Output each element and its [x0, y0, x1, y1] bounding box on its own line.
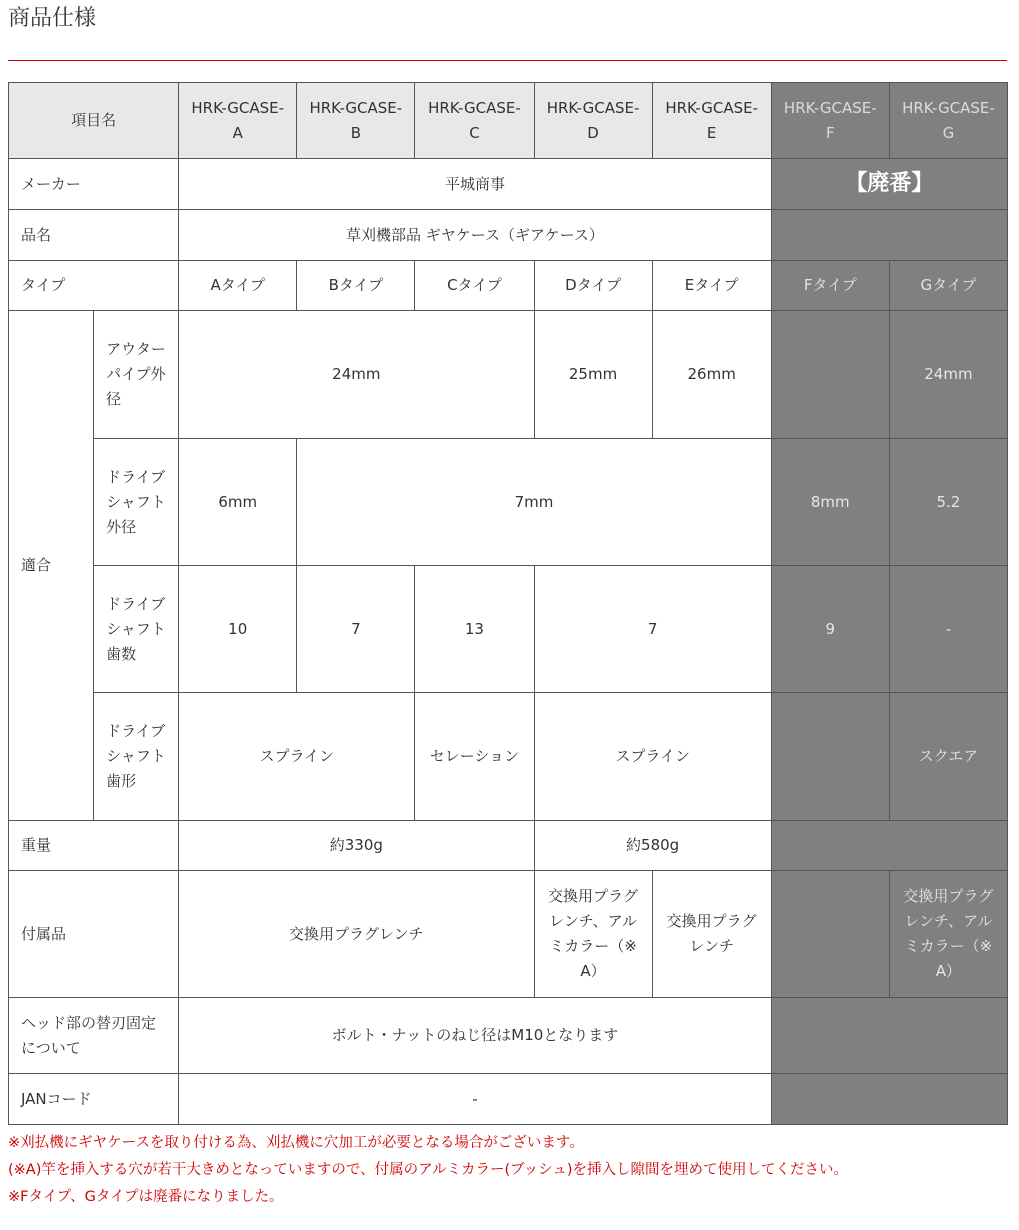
- shaft-diameter-f: 8mm: [771, 439, 889, 566]
- accessories-label: 付属品: [9, 871, 179, 998]
- type-d: Dタイプ: [534, 261, 652, 311]
- spec-table: [8, 82, 1008, 1125]
- note-drilling: ※刈払機にギヤケースを取り付ける為、刈払機に穴加工が必要となる場合がございます。: [8, 1135, 584, 1151]
- type-g: Gタイプ: [889, 261, 1007, 311]
- shaft-teeth-de: 7: [534, 566, 771, 693]
- jan-row: [9, 1074, 1008, 1125]
- shaft-shape-ab: スプライン: [179, 693, 415, 821]
- shaft-teeth-f: 9: [771, 566, 889, 693]
- outer-pipe-label: アウターパイプ外径: [94, 311, 179, 439]
- note-aluminum-collar: (※A)竿を挿入する穴が若干大きめとなっていますので、付属のアルミカラー(ブッシュ)を挿入し隙間を埋めて使用してください。: [8, 1162, 849, 1178]
- maker-value: 平城商事: [179, 159, 772, 210]
- shaft-teeth-c: 13: [415, 566, 534, 693]
- shaft-diameter-label: ドライブシャフト外径: [94, 439, 179, 566]
- outer-pipe-e: 26mm: [652, 311, 771, 439]
- obsolete-mark: [771, 159, 1007, 210]
- model-d-header: HRK-GCASE-D: [534, 83, 652, 159]
- product-name-row: [9, 210, 1008, 261]
- product-name-value: 草刈機部品 ギヤケース（ギアケース）: [179, 210, 772, 261]
- accessories-e: 交換用プラグレンチ: [652, 871, 771, 998]
- model-f-header: HRK-GCASE-F: [771, 83, 889, 159]
- shaft-shape-row: [9, 693, 1008, 821]
- type-row: [9, 261, 1008, 311]
- shaft-shape-de: スプライン: [534, 693, 771, 821]
- head-blade-value: ボルト・ナットのねじ径はM10となります: [179, 998, 772, 1074]
- shaft-shape-label: ドライブシャフト歯形: [94, 693, 179, 821]
- outer-pipe-f: [771, 311, 889, 439]
- shaft-diameter-row: [9, 439, 1008, 566]
- type-a: Aタイプ: [179, 261, 297, 311]
- type-f: Fタイプ: [771, 261, 889, 311]
- product-name-label: 品名: [9, 210, 179, 261]
- accessories-d: 交換用プラグレンチ、アルミカラー（※A）: [534, 871, 652, 998]
- notes-list: [8, 1130, 848, 1211]
- header-row: [9, 83, 1008, 159]
- type-c: Cタイプ: [415, 261, 534, 311]
- accessories-row: [9, 871, 1008, 998]
- maker-label: メーカー: [9, 159, 179, 210]
- outer-pipe-d: 25mm: [534, 311, 652, 439]
- obsolete-text: 【廃番】: [845, 170, 934, 196]
- accessories-g: 交換用プラグレンチ、アルミカラー（※A）: [889, 871, 1007, 998]
- model-c-header: HRK-GCASE-C: [415, 83, 534, 159]
- title-divider: [8, 60, 1007, 61]
- weight-label: 重量: [9, 821, 179, 871]
- outer-pipe-row: [9, 311, 1008, 439]
- type-e: Eタイプ: [652, 261, 771, 311]
- page-title: 商品仕様: [8, 6, 97, 31]
- shaft-teeth-b: 7: [297, 566, 415, 693]
- jan-label: JANコード: [9, 1074, 179, 1125]
- shaft-teeth-a: 10: [179, 566, 297, 693]
- shaft-teeth-row: [9, 566, 1008, 693]
- accessories-abc: 交換用プラグレンチ: [179, 871, 534, 998]
- model-a-header: HRK-GCASE-A: [179, 83, 297, 159]
- maker-row: [9, 159, 1008, 210]
- weight-fg: [771, 821, 1007, 871]
- head-blade-label: ヘッド部の替刃固定について: [9, 998, 179, 1074]
- weight-de: 約580g: [534, 821, 771, 871]
- model-e-header: HRK-GCASE-E: [652, 83, 771, 159]
- weight-row: [9, 821, 1008, 871]
- shaft-teeth-label: ドライブシャフト歯数: [94, 566, 179, 693]
- type-label: タイプ: [9, 261, 179, 311]
- jan-fg: [771, 1074, 1007, 1125]
- shaft-diameter-a: 6mm: [179, 439, 297, 566]
- item-name-header: 項目名: [9, 83, 179, 159]
- shaft-shape-g: スクエア: [889, 693, 1007, 821]
- model-g-header: HRK-GCASE-G: [889, 83, 1007, 159]
- type-b: Bタイプ: [297, 261, 415, 311]
- product-name-obsolete-cell: [771, 210, 1007, 261]
- shaft-diameter-g: 5.2: [889, 439, 1007, 566]
- fit-label: 適合: [9, 311, 94, 821]
- outer-pipe-abc: 24mm: [179, 311, 534, 439]
- jan-value: -: [179, 1074, 772, 1125]
- shaft-diameter-be: 7mm: [297, 439, 771, 566]
- shaft-shape-f: [771, 693, 889, 821]
- note-discontinued: ※Fタイプ、Gタイプは廃番になりました。: [8, 1189, 284, 1205]
- accessories-f: [771, 871, 889, 998]
- shaft-teeth-g: -: [889, 566, 1007, 693]
- head-blade-row: [9, 998, 1008, 1074]
- weight-abc: 約330g: [179, 821, 534, 871]
- model-b-header: HRK-GCASE-B: [297, 83, 415, 159]
- outer-pipe-g: 24mm: [889, 311, 1007, 439]
- shaft-shape-c: セレーション: [415, 693, 534, 821]
- head-blade-fg: [771, 998, 1007, 1074]
